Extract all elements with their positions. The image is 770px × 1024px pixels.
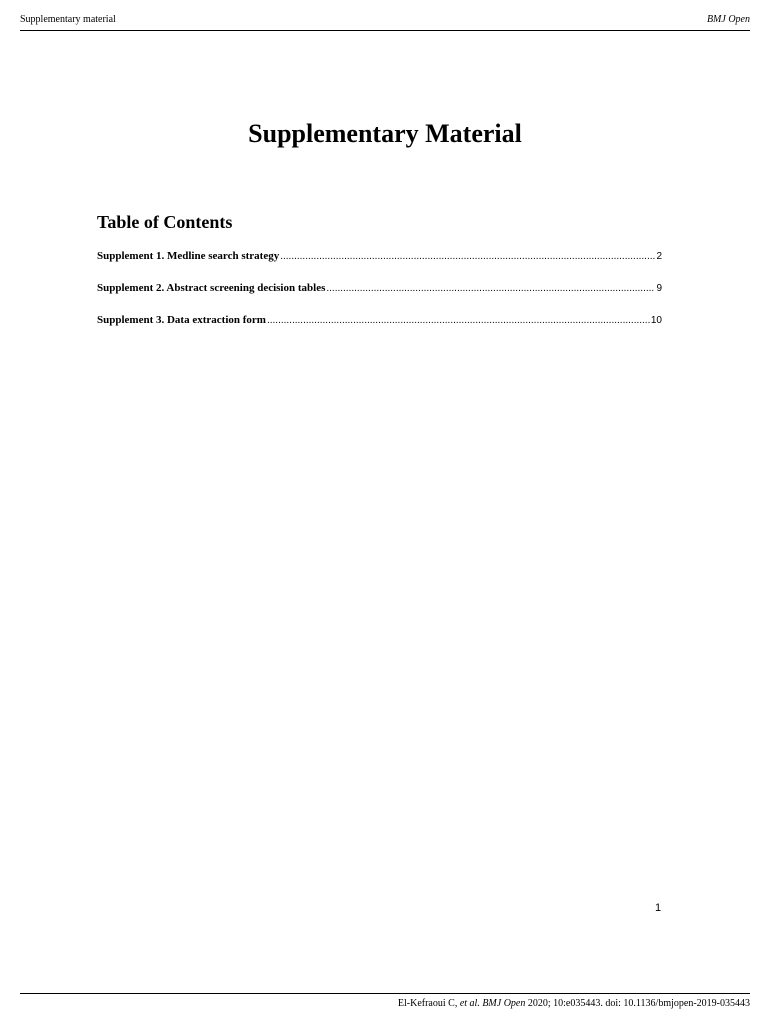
footer-authors: El-Kefraoui C, [397, 998, 460, 1009]
toc-dot-leader [280, 251, 655, 262]
running-head-left: Supplementary material [20, 14, 116, 25]
toc-entry-supplement-3[interactable] [97, 314, 662, 330]
toc-heading: Table of Contents [97, 212, 233, 232]
toc-entry-label: Supplement 2. Abstract screening decision tables [97, 282, 326, 294]
footer-journal: BMJ Open [482, 998, 526, 1009]
toc-dot-leader [326, 283, 655, 294]
footer-citation: 2020; 10:e035443. doi: 10.1136/bmjopen-2019-035443 [525, 998, 750, 1009]
toc-dot-leader [267, 315, 650, 326]
toc-entry-supplement-2[interactable] [97, 282, 662, 298]
citation-footer [398, 998, 750, 1009]
toc-entry-page: 10 [650, 315, 662, 326]
running-head-journal: BMJ Open [706, 14, 750, 25]
table-of-contents [97, 250, 662, 346]
toc-entry-supplement-1[interactable] [97, 250, 662, 266]
running-head [20, 13, 750, 31]
document-title: Supplementary Material [248, 119, 522, 148]
toc-entry-label: Supplement 3. Data extraction form [97, 314, 266, 326]
page-number: 1 [655, 902, 662, 914]
toc-entry-page: 2 [656, 251, 662, 262]
footer-divider [20, 993, 750, 994]
toc-entry-label: Supplement 1. Medline search strategy [97, 250, 280, 262]
toc-entry-page: 9 [656, 283, 662, 294]
footer-et-al: et al. [459, 998, 480, 1009]
